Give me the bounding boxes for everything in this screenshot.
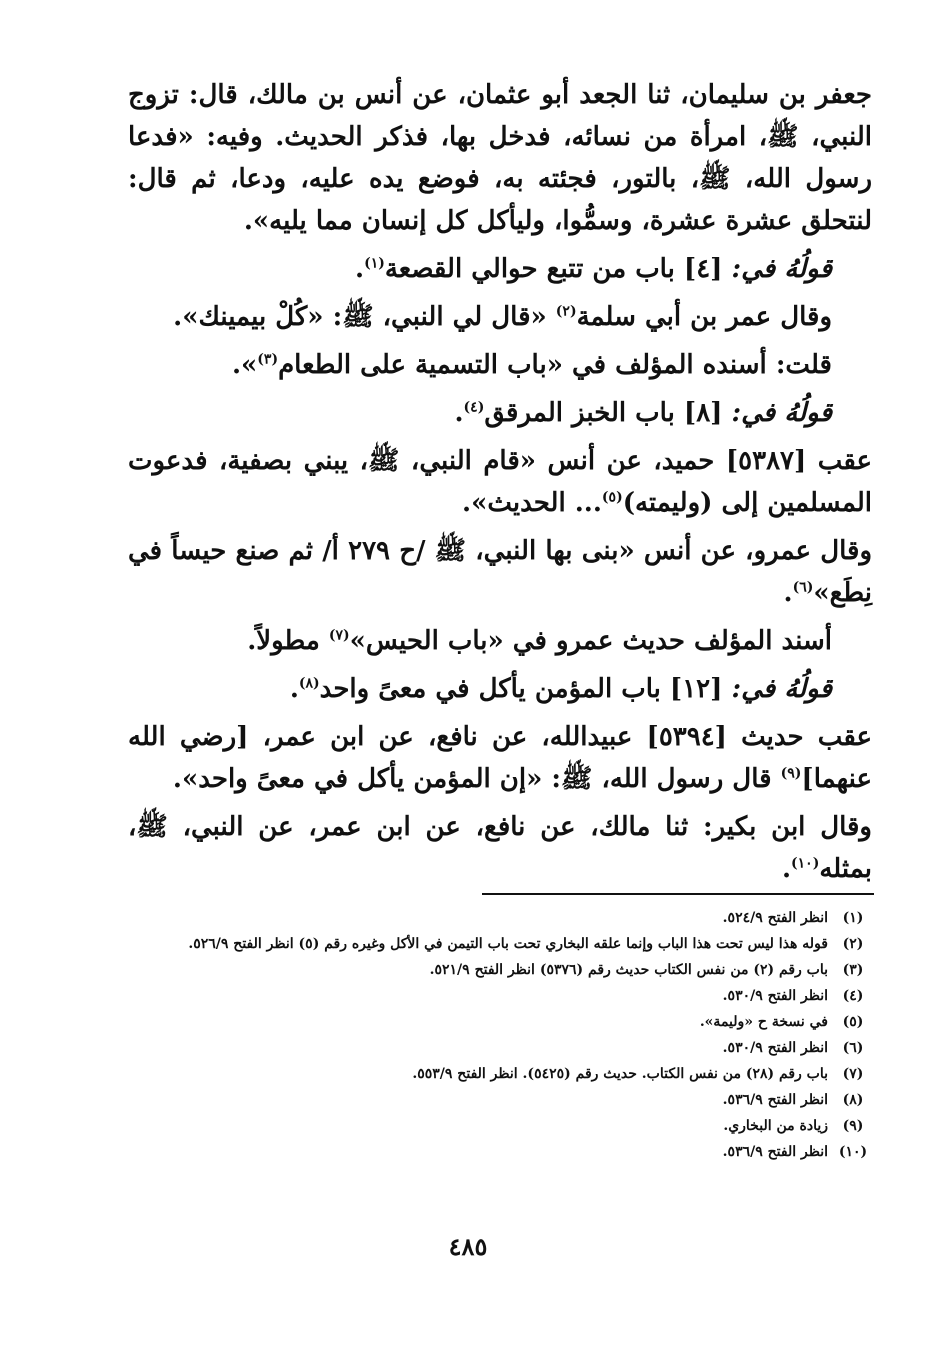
footnote-number: (٢)	[842, 936, 864, 952]
paragraph-2: قولُهُ في: [٤] باب من تتبع حوالي القصعة$^{(١)}$.	[355, 254, 832, 284]
footnote-item	[136, 1139, 878, 1165]
heading-label: قولُهُ في:	[722, 398, 832, 428]
footnote-number: (٥)	[842, 1014, 864, 1030]
main-text-body	[128, 74, 872, 896]
footnote-number: (٧)	[842, 1066, 864, 1082]
footnote-ref: (٥)	[601, 489, 623, 506]
footnote-text: زيادة من البخاري.	[723, 1118, 828, 1134]
paragraph-8: أسند المؤلف حديث عمرو في «باب الحيس»$^{(٧)}$ مطولاً.	[247, 626, 832, 656]
footnote-ref: (٩)	[780, 765, 802, 782]
footnote-item	[136, 1009, 878, 1035]
footnote-text: باب رقم (٢٨) من نفس الكتاب. حديث رقم (٥٤٢٥). انظر الفتح ٥٥٣/٩.	[412, 1066, 828, 1082]
footnote-item	[136, 957, 878, 983]
footnote-item	[136, 1035, 878, 1061]
footnote-ref: (٧)	[328, 627, 350, 644]
footnote-text: باب رقم (٢) من نفس الكتاب حديث رقم (٥٣٧٦) انظر الفتح ٥٢١/٩.	[429, 962, 828, 978]
footnote-number: (٤)	[842, 988, 864, 1004]
paragraph-4: قلت: أسنده المؤلف في «باب التسمية على الطعام$^{(٣)}$».	[231, 350, 832, 380]
footnote-item	[136, 1113, 878, 1139]
heading-label: قولُهُ في:	[722, 674, 832, 704]
footnote-number: (١)	[842, 910, 864, 926]
footnote-text: انظر الفتح ٥٣٦/٩.	[722, 1144, 828, 1160]
footnote-text: انظر الفتح ٥٣٠/٩.	[722, 1040, 828, 1056]
paragraph-10: عقب حديث [٥٣٩٤] عبيدالله، عن نافع، عن ابن عمر، [رضي الله عنهما]$^{(٩)}$ قال رسول الله، ﷺ: «إن المؤمن يأكل في معىً واحد».	[128, 722, 872, 794]
paragraph-6: عقب [٥٣٨٧] حميد، عن أنس «قام النبي، ﷺ، يبني بصفية، فدعوت المسلمين إلى (وليمته)$^{(٥)}$... الحديث».	[128, 446, 872, 518]
footnote-ref: (٢)	[555, 303, 577, 320]
page-number: ٤٨٥	[448, 1232, 488, 1261]
footnote-item	[136, 983, 878, 1009]
footnote-text: قوله هذا ليس تحت هذا الباب وإنما علقه البخاري تحت باب التيمن في الأكل وغيره رقم (٥) انظر الفتح ٥٢٦/٩.	[188, 936, 828, 952]
footnote-ref: (٨)	[298, 675, 320, 692]
footnote-ref: (٤)	[463, 399, 485, 416]
footnote-ref: (٦)	[792, 579, 814, 596]
footnotes-list	[136, 905, 878, 1165]
footnote-item	[136, 1061, 878, 1087]
footnote-item	[136, 1087, 878, 1113]
footnote-item	[136, 931, 878, 957]
paragraph-1: جعفر بن سليمان، ثنا الجعد أبو عثمان، عن أنس بن مالك، قال: تزوج النبي، ﷺ، امرأة من نسائه، فدخل بها، فذكر الحديث. وفيه: «فدعا رسول الله، ﷺ، بالتور، فجئته به، فوضع يده عليه، ودعا، ثم قال: لنتحلق عشرة عشرة، وسمُّوا، وليأكل كل إنسان مما يليه».	[128, 80, 872, 236]
footnote-text: انظر الفتح ٥٣٠/٩.	[722, 988, 828, 1004]
paragraph-11: وقال ابن بكير: ثنا مالك، عن نافع، عن ابن عمر، عن النبي، ﷺ، بمثله$^{(١٠)}$.	[128, 812, 872, 884]
footnote-number: (٨)	[842, 1092, 864, 1108]
footnote-item	[136, 905, 878, 931]
footnote-number: (١٠)	[838, 1144, 868, 1160]
paragraph-7: وقال عمرو، عن أنس «بنى بها النبي، ﷺ /ح ٢٧٩ أ/ ثم صنع حيساً في نِطَع»$^{(٦)}$.	[128, 536, 872, 608]
footnote-number: (٩)	[842, 1118, 864, 1134]
footnote-ref: (١٠)	[791, 855, 820, 872]
footnote-ref: (٣)	[257, 351, 279, 368]
footnote-number: (٣)	[842, 962, 864, 978]
footnote-text: انظر الفتح ٥٣٦/٩.	[722, 1092, 828, 1108]
paragraph-9: قولُهُ في: [١٢] باب المؤمن يأكل في معىً واحد$^{(٨)}$.	[289, 674, 832, 704]
footnote-number: (٦)	[842, 1040, 864, 1056]
footnote-text: في نسخة ح «وليمة».	[699, 1014, 828, 1030]
paragraph-5: قولُهُ في: [٨] باب الخبز المرقق$^{(٤)}$.	[454, 398, 832, 428]
footnote-text: انظر الفتح ٥٢٤/٩.	[722, 910, 828, 926]
paragraph-3: وقال عمر بن أبي سلمة$^{(٢)}$ «قال لي النبي، ﷺ: «كُلْ بيمينك».	[173, 302, 832, 332]
heading-label: قولُهُ في:	[722, 254, 832, 284]
footnote-ref: (١)	[364, 255, 385, 272]
footnote-divider	[482, 893, 874, 895]
